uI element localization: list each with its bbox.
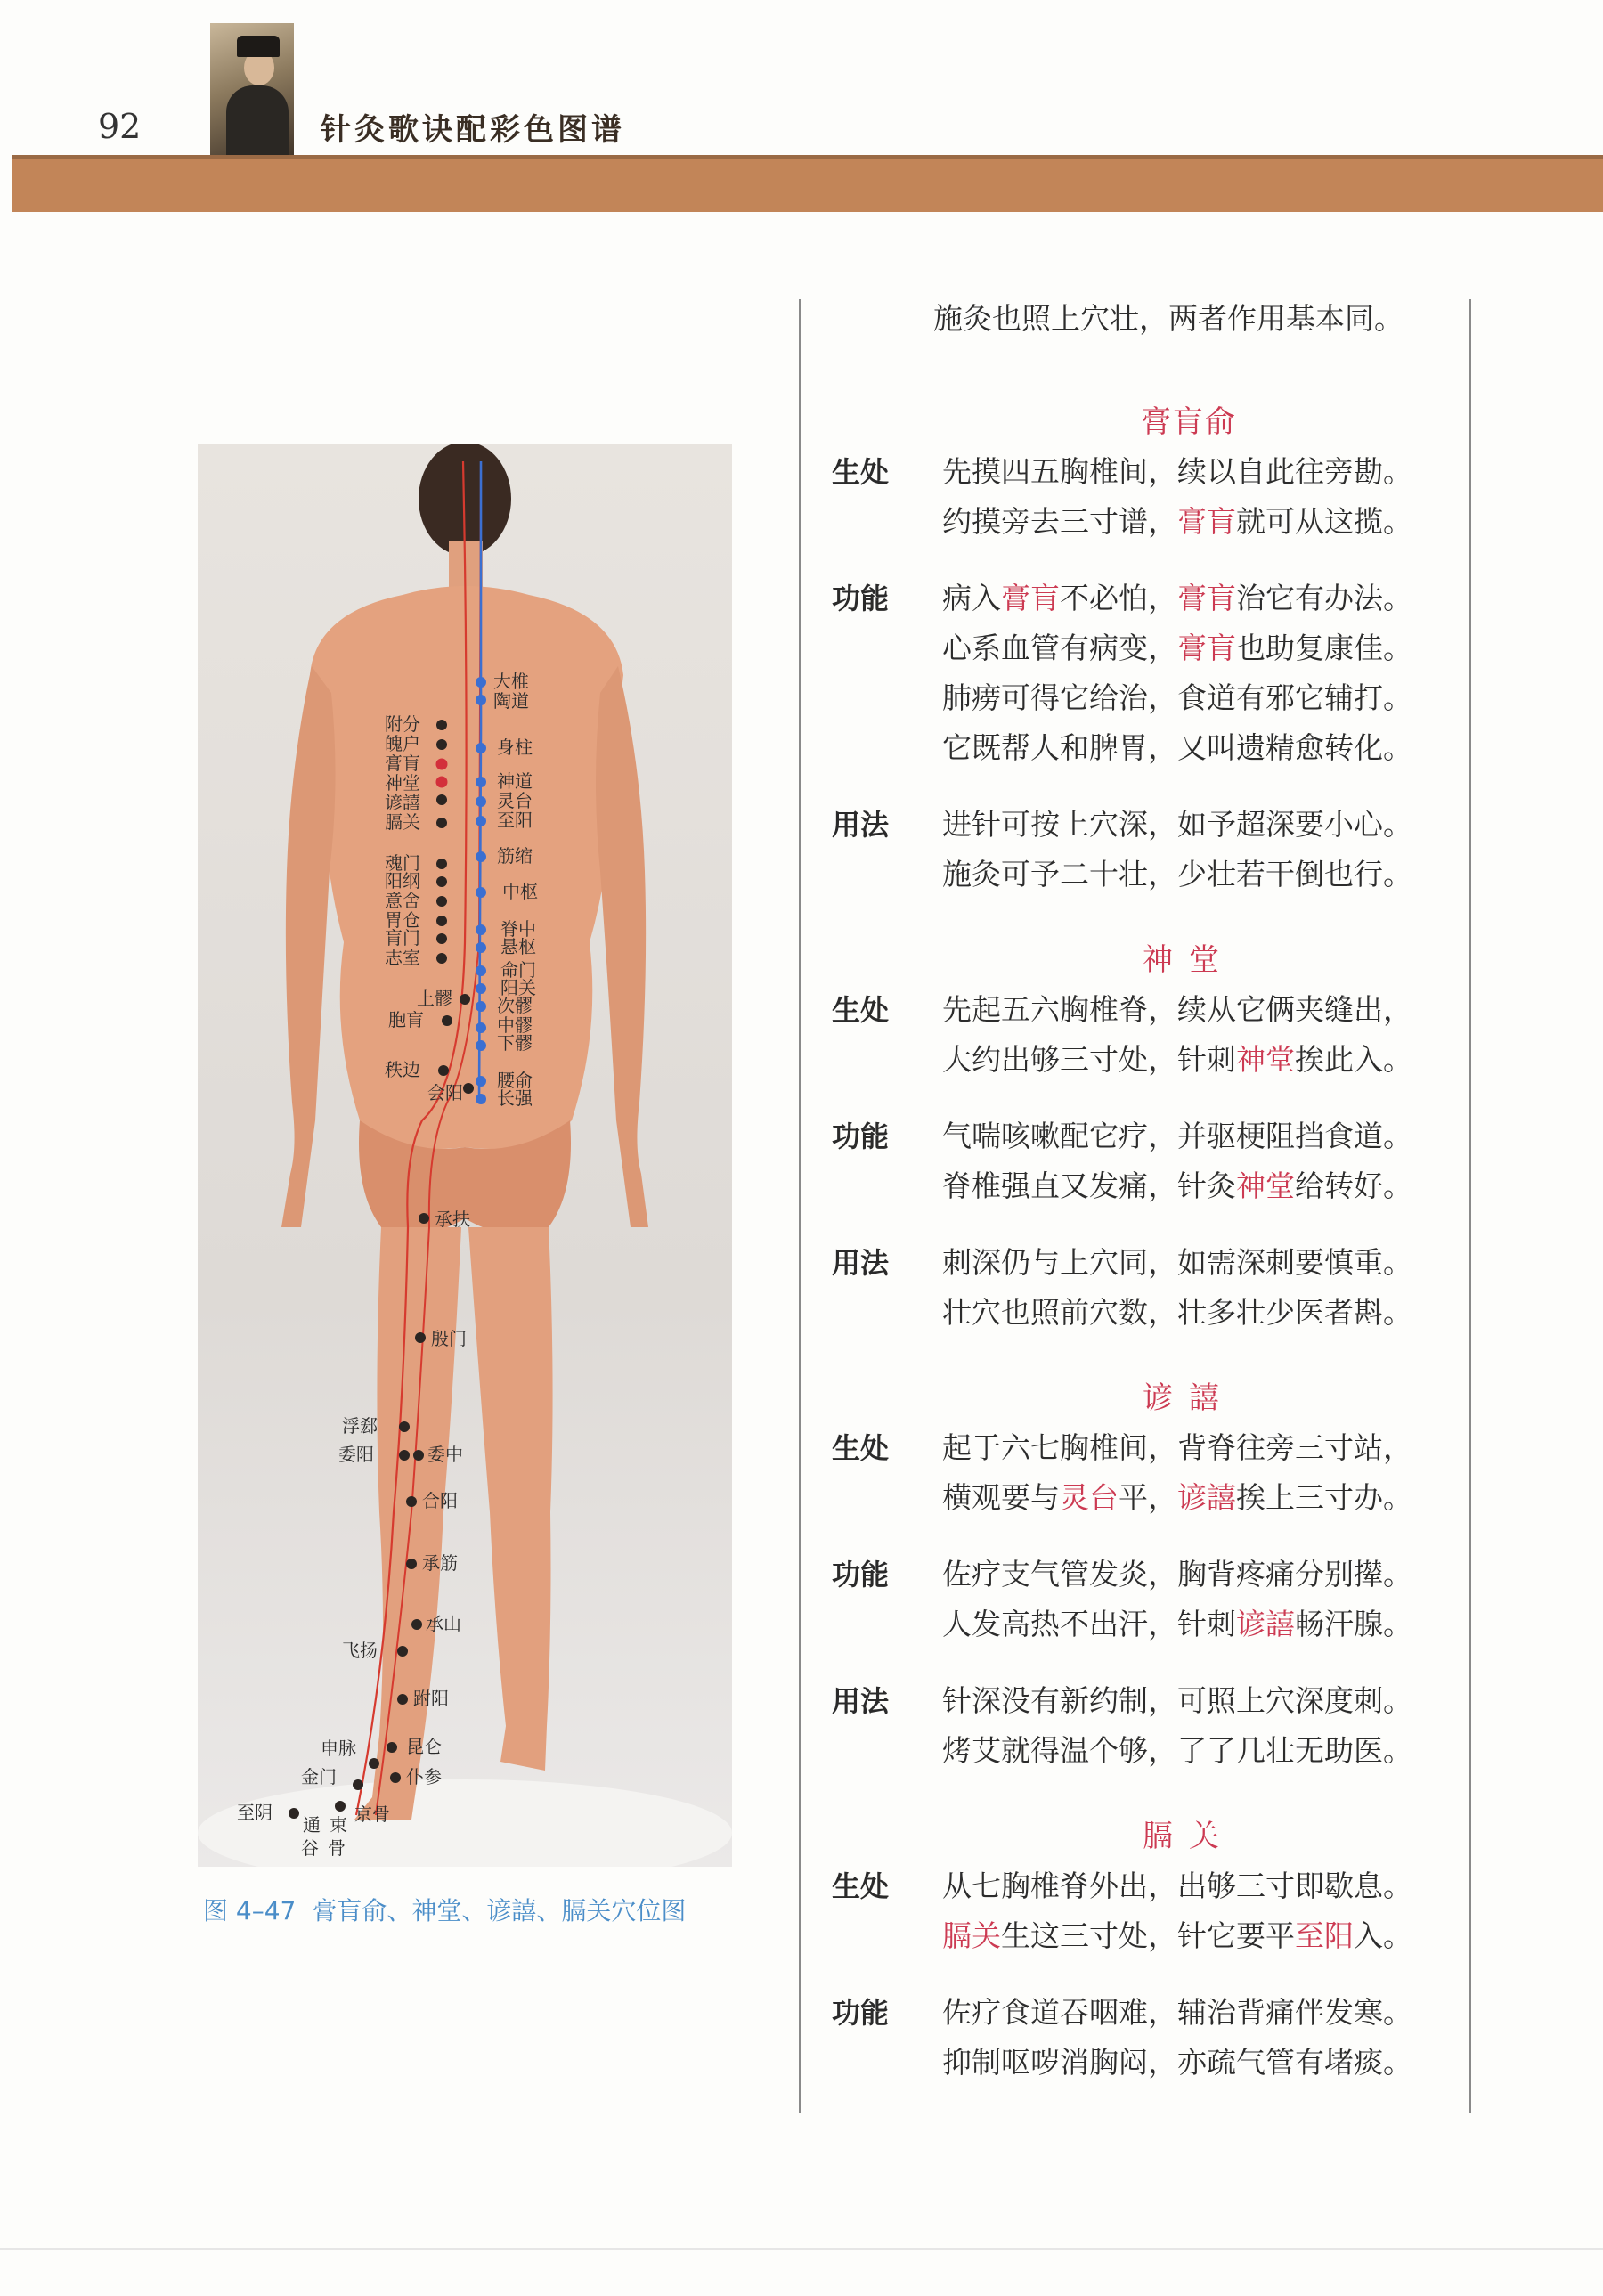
verse-text: 人发高热不出汗，针刺 (942, 1607, 1236, 1641)
acupoint-name-highlight: 谚譆 (1177, 1480, 1236, 1515)
body-back-illustration (198, 444, 732, 1867)
acupoint-name-highlight: 膏肓 (1001, 581, 1060, 615)
verse-text: 肺痨可得它给治，食道有邪它辅打。 (942, 680, 1412, 715)
verse-line (937, 1423, 1412, 1473)
verse-lines (937, 447, 1412, 547)
svg-text:陶道: 陶道 (493, 690, 529, 712)
acupoint-name-highlight: 谚譆 (1236, 1607, 1295, 1641)
svg-text:身柱: 身柱 (497, 737, 533, 758)
verse-lines (937, 1676, 1412, 1776)
verse-lines (937, 1550, 1412, 1649)
svg-text:大椎: 大椎 (493, 671, 529, 692)
footer-line (0, 2248, 1603, 2250)
verse-line (937, 574, 1412, 623)
verse-text: 挨此入。 (1295, 1042, 1412, 1077)
svg-text:上髎: 上髎 (417, 988, 452, 1009)
verse-text: 就可从这揽。 (1236, 504, 1412, 539)
verse-line (937, 1111, 1412, 1161)
svg-text:申脉: 申脉 (321, 1738, 356, 1759)
verse-line (937, 1473, 1412, 1523)
verse-text: 约摸旁去三寸谱， (942, 504, 1177, 539)
verse-block (819, 800, 1461, 900)
verse-column (819, 294, 1461, 2114)
verse-line (937, 1288, 1412, 1338)
block-label: 生处 (832, 455, 890, 489)
verse-block (819, 1111, 1461, 1211)
verse-line (937, 1550, 1412, 1600)
svg-text:会阳: 会阳 (427, 1082, 463, 1103)
svg-text:殷门: 殷门 (431, 1328, 467, 1349)
verse-text: 进针可按上穴深，如予超深要小心。 (942, 807, 1412, 842)
verse-text: 它既帮人和脾胃，又叫遗精愈转化。 (942, 730, 1412, 765)
header-band (12, 159, 1603, 212)
verse-line (937, 850, 1412, 900)
svg-text:中髎: 中髎 (497, 1014, 533, 1036)
svg-text:秩边: 秩边 (385, 1059, 420, 1080)
verse-text: 烤艾就得温个够，了了几壮无助医。 (942, 1733, 1412, 1768)
verse-text: 先摸四五胸椎间，续以自此往旁勘。 (942, 454, 1412, 489)
verse-line (937, 1911, 1412, 1961)
verse-text: 施灸可予二十壮，少壮若干倒也行。 (942, 857, 1412, 892)
svg-text:至阴: 至阴 (237, 1802, 273, 1823)
block-label: 功能 (832, 582, 890, 615)
svg-text:通: 通 (303, 1814, 321, 1836)
svg-text:委阳: 委阳 (338, 1444, 374, 1465)
verse-line (937, 985, 1412, 1035)
caption-text: 膏肓俞、神堂、谚譆、膈关穴位图 (312, 1896, 687, 1926)
block-label: 生处 (832, 1431, 890, 1465)
acupoint-figure (198, 444, 732, 1867)
verse-text: 入。 (1354, 1918, 1412, 1953)
svg-text:下髎: 下髎 (497, 1032, 533, 1054)
verse-text: 气喘咳嗽配它疗，并驱梗阻挡食道。 (942, 1119, 1412, 1153)
block-label: 功能 (832, 1120, 890, 1153)
block-label: 用法 (832, 808, 890, 842)
svg-text:筋缩: 筋缩 (497, 845, 533, 867)
verse-line (937, 1988, 1412, 2038)
verse-text: 针深没有新约制，可照上穴深度刺。 (942, 1683, 1412, 1718)
svg-text:意舍: 意舍 (385, 890, 420, 911)
svg-text:长强: 长强 (497, 1087, 533, 1109)
svg-text:飞扬: 飞扬 (342, 1640, 378, 1661)
acupoint-name-highlight: 膈关 (942, 1918, 1001, 1953)
verse-text: 心系血管有病变， (942, 631, 1177, 665)
verse-line (937, 1676, 1412, 1726)
svg-text:脊中: 脊中 (500, 918, 536, 940)
svg-text:金门: 金门 (301, 1766, 337, 1787)
verse-block (819, 1861, 1461, 1961)
verse-text: 平， (1119, 1480, 1177, 1515)
verse-line (937, 447, 1412, 497)
verse-line (937, 2038, 1412, 2088)
block-label: 用法 (832, 1684, 890, 1718)
svg-text:附分: 附分 (385, 713, 420, 735)
svg-text:骨: 骨 (328, 1837, 346, 1859)
section-title: 膏肓俞 (1141, 404, 1237, 440)
svg-text:委中: 委中 (427, 1444, 463, 1465)
verse-text: 抑制呕哕消胸闷，亦疏气管有堵痰。 (942, 2045, 1412, 2080)
verse-block (819, 1550, 1461, 1649)
section-title: 膈关 (1143, 1819, 1235, 1854)
book-title: 针灸歌诀配彩色图谱 (321, 112, 625, 148)
svg-text:悬枢: 悬枢 (500, 936, 536, 957)
verse-block (819, 574, 1461, 773)
svg-text:阳纲: 阳纲 (385, 870, 420, 892)
verse-line (937, 1861, 1412, 1911)
verse-text: 佐疗食道吞咽难，辅治背痛伴发寒。 (942, 1995, 1412, 2030)
verse-text: 脊椎强直又发痛，针灸 (942, 1168, 1236, 1203)
acupoint-name-highlight: 膏肓 (1177, 504, 1236, 539)
verse-text: 畅汗腺。 (1295, 1607, 1412, 1641)
verse-line (937, 1600, 1412, 1649)
verse-text: 壮穴也照前穴数，壮多壮少医者斟。 (942, 1295, 1412, 1330)
block-label: 生处 (832, 1869, 890, 1903)
section-title: 神堂 (1143, 942, 1235, 978)
verse-text: 刺深仍与上穴同，如需深刺要慎重。 (942, 1245, 1412, 1280)
verse-line (937, 800, 1412, 850)
block-label: 用法 (832, 1246, 890, 1280)
block-label: 生处 (832, 993, 890, 1027)
acupoint-name-highlight: 膏肓 (1177, 581, 1236, 615)
svg-text:灵台: 灵台 (497, 790, 533, 811)
svg-text:次髎: 次髎 (497, 995, 533, 1016)
svg-text:胃仓: 胃仓 (385, 909, 420, 931)
verse-block (819, 1676, 1461, 1776)
verse-line (937, 497, 1412, 547)
svg-text:肓门: 肓门 (385, 927, 420, 949)
verse-text: 佐疗支气管发炎，胸背疼痛分别撵。 (942, 1557, 1412, 1592)
column-rule-left (799, 299, 801, 2113)
verse-text: 起于六七胸椎间，背脊往旁三寸站， (942, 1430, 1412, 1465)
verse-line (937, 723, 1412, 773)
svg-text:魂门: 魂门 (385, 852, 420, 874)
verse-lines (937, 800, 1412, 900)
verse-text: 病入 (942, 581, 1001, 615)
verse-line (937, 1035, 1412, 1085)
svg-text:浮郄: 浮郄 (342, 1415, 378, 1437)
block-label: 功能 (832, 1996, 890, 2030)
svg-text:中枢: 中枢 (502, 881, 538, 902)
verse-text: 不必怕， (1060, 581, 1177, 615)
svg-text:胞肓: 胞肓 (388, 1009, 424, 1030)
verse-lines (937, 1988, 1412, 2088)
svg-text:膏肓: 膏肓 (385, 753, 420, 774)
section-title: 谚譆 (1143, 1380, 1235, 1416)
acupoint-name-highlight: 灵台 (1060, 1480, 1119, 1515)
verse-lines (937, 1423, 1412, 1523)
verse-text: 生这三寸处，针它要平 (1001, 1918, 1295, 1953)
verse-text: 大约出够三寸处，针刺 (942, 1042, 1236, 1077)
svg-text:昆仑: 昆仑 (406, 1736, 442, 1757)
svg-text:腰俞: 腰俞 (497, 1070, 533, 1091)
verse-text: 治它有办法。 (1236, 581, 1412, 615)
verse-block (819, 1238, 1461, 1338)
verse-line (937, 1161, 1412, 1211)
verse-lines (937, 1111, 1412, 1211)
verse-block (819, 1988, 1461, 2088)
acupoint-name-highlight: 膏肓 (1177, 631, 1236, 665)
verse-text: 从七胸椎脊外出，出够三寸即歇息。 (942, 1869, 1412, 1903)
svg-text:阳关: 阳关 (500, 977, 536, 998)
block-label: 功能 (832, 1558, 890, 1592)
acupoint-name-highlight: 神堂 (1236, 1042, 1295, 1077)
svg-text:承筋: 承筋 (422, 1552, 458, 1574)
svg-text:谚譆: 谚譆 (385, 792, 420, 813)
svg-text:仆参: 仆参 (406, 1766, 442, 1787)
svg-text:膈关: 膈关 (385, 811, 420, 833)
verse-lines (937, 985, 1412, 1085)
verse-lines (937, 1238, 1412, 1338)
verse-text: 横观要与 (942, 1480, 1060, 1515)
svg-text:合阳: 合阳 (422, 1490, 458, 1511)
svg-text:志室: 志室 (385, 947, 420, 968)
svg-text:命门: 命门 (500, 959, 536, 981)
verse-line (937, 673, 1412, 723)
verse-line (937, 1726, 1412, 1776)
verse-block (819, 985, 1461, 1085)
figure-caption (203, 1892, 686, 1927)
intro-line: 施灸也照上穴壮，两者作用基本同。 (933, 301, 1404, 336)
page-number: 92 (98, 107, 142, 146)
verse-block (819, 1423, 1461, 1523)
author-portrait (210, 23, 294, 159)
verse-line (937, 623, 1412, 673)
svg-text:京骨: 京骨 (354, 1803, 390, 1825)
svg-text:跗阳: 跗阳 (413, 1688, 449, 1709)
caption-number: 图 4–47 (203, 1896, 297, 1926)
acupoint-name-highlight: 神堂 (1236, 1168, 1295, 1203)
svg-text:承扶: 承扶 (435, 1209, 470, 1230)
svg-text:神道: 神道 (497, 770, 533, 792)
svg-text:魄户: 魄户 (385, 733, 420, 754)
verse-line (937, 1238, 1412, 1288)
verse-lines (937, 1861, 1412, 1961)
verse-block (819, 447, 1461, 547)
verse-text: 给转好。 (1295, 1168, 1412, 1203)
column-rule-right (1469, 299, 1471, 2113)
svg-text:至阳: 至阳 (497, 810, 533, 831)
svg-text:神堂: 神堂 (385, 772, 420, 794)
verse-text: 也助复康佳。 (1236, 631, 1412, 665)
svg-text:束: 束 (330, 1814, 347, 1836)
verse-lines (937, 574, 1412, 773)
svg-text:谷: 谷 (301, 1837, 319, 1859)
verse-text: 先起五六胸椎脊，续从它俩夹缝出， (942, 992, 1412, 1027)
acupoint-name-highlight: 至阳 (1295, 1918, 1354, 1953)
svg-text:承山: 承山 (426, 1613, 461, 1634)
verse-text: 挨上三寸办。 (1236, 1480, 1412, 1515)
